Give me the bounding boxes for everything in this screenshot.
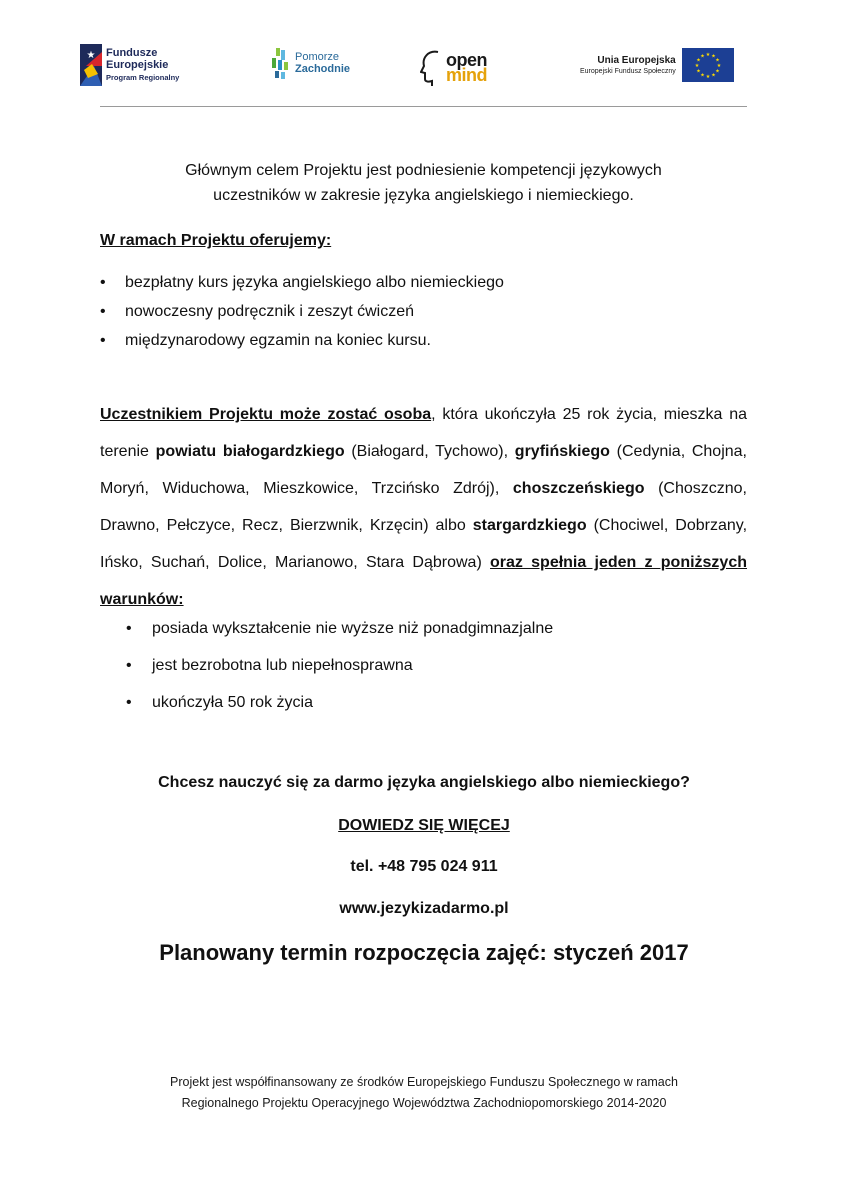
offer-item: • nowoczesny podręcznik i zeszyt ćwiczeń (100, 301, 747, 330)
svg-text:★: ★ (699, 53, 705, 60)
condition-item: • ukończyła 50 rok życia (126, 692, 726, 729)
fe-logo-line2: Europejskie (106, 58, 169, 71)
svg-text:★: ★ (86, 50, 96, 61)
eligibility-text: (Cedynia, Chojna, Moryń, Widuchowa, Mieszkowice, Trzcińsko Zdrój), (100, 443, 748, 497)
om-logo-line2: mind (446, 65, 487, 85)
fundusze-europejskie-emblem-icon (80, 44, 102, 86)
funding-footer (0, 1072, 848, 1114)
website-url: www.jezykizadarmo.pl (339, 900, 509, 917)
svg-text:★: ★ (694, 63, 699, 69)
phone-number: tel. +48 795 024 911 (350, 858, 498, 875)
learn-more-heading: DOWIEDZ SIĘ WIĘCEJ (338, 817, 510, 834)
header-divider (100, 106, 747, 107)
cta-question: Chcesz nauczyć się za darmo języka angielskiego albo niemieckiego? (158, 774, 690, 791)
offer-item: • bezpłatny kurs języka angielskiego albo niemieckiego (100, 272, 747, 301)
offer-list (100, 272, 747, 359)
eligibility-county: stargardzkiego (472, 517, 587, 534)
footer-line2: Regionalnego Projektu Operacyjnego Województwa Zachodniopomorskiego 2014-2020 (181, 1096, 667, 1110)
conditions-list (126, 618, 726, 729)
intro-paragraph (100, 158, 747, 208)
svg-text:★: ★ (695, 68, 701, 75)
pomorze-zachodnie-emblem-icon (270, 46, 292, 80)
pz-logo-line1: Pomorze (295, 51, 340, 63)
unia-europejska-logo (580, 48, 734, 82)
pz-logo-line2: Zachodnie (295, 63, 351, 75)
svg-text:★: ★ (695, 57, 701, 64)
start-date-heading: Planowany termin rozpoczęcia zajęć: styczeń 2017 (159, 940, 689, 965)
svg-text:★: ★ (699, 72, 705, 79)
svg-text:★: ★ (710, 72, 716, 79)
ue-logo-line2: Europejski Fundusz Społeczny (580, 68, 676, 75)
condition-item: • jest bezrobotna lub niepełnosprawna (126, 655, 726, 692)
om-logo-line1: open (446, 50, 487, 70)
eligibility-lead: Uczestnikiem Projektu może zostać osoba (100, 406, 432, 423)
fundusze-europejskie-logo (80, 44, 179, 86)
conditions-lead: oraz spełnia jeden z poniższych warunków: (100, 554, 748, 608)
eligibility-text: (Chociwel, Dobrzany, Ińsko, Suchań, Dolice, Marianowo, Stara Dąbrowa) (100, 517, 748, 571)
svg-text:★: ★ (714, 68, 720, 75)
offer-heading: W ramach Projektu oferujemy: (100, 232, 332, 249)
offer-item: • międzynarodowy egzamin na koniec kursu. (100, 330, 747, 359)
eu-flag-icon (682, 48, 734, 82)
pomorze-zachodnie-logo (270, 46, 350, 80)
condition-item: • posiada wykształcenie nie wyższe niż ponadgimnazjalne (126, 618, 726, 655)
intro-line1: Głównym celem Projektu jest podniesienie kompetencji językowych (185, 162, 662, 179)
ue-logo-line1: Unia Europejska (597, 55, 676, 66)
eligibility-county: powiatu białogardzkiego (155, 443, 345, 460)
eligibility-county: choszczeńskiego (512, 480, 645, 497)
eligibility-county: gryfińskiego (514, 443, 610, 460)
eligibility-text: (Choszczno, Drawno, Pełczyce, Recz, Bierzwnik, Krzęcin) albo (100, 480, 748, 534)
intro-line2: uczestników w zakresie języka angielskiego i niemieckiego. (213, 187, 634, 204)
eligibility-text: (Białogard, Tychowo), (344, 443, 515, 460)
svg-text:★: ★ (716, 63, 721, 69)
svg-text:★: ★ (705, 52, 710, 58)
fe-logo-line1: Fundusze (106, 46, 158, 59)
open-mind-logo (420, 48, 487, 88)
svg-text:★: ★ (705, 74, 710, 80)
head-profile-icon (420, 48, 444, 88)
eligibility-text: , która ukończyła 25 rok życia, mieszka na terenie (100, 406, 747, 460)
eligibility-paragraph (100, 396, 747, 618)
fe-logo-line3: Program Regionalny (106, 72, 180, 82)
svg-text:★: ★ (714, 57, 720, 64)
footer-line1: Projekt jest współfinansowany ze środków Europejskiego Funduszu Społecznego w ramach (170, 1075, 678, 1089)
svg-text:★: ★ (710, 53, 716, 60)
